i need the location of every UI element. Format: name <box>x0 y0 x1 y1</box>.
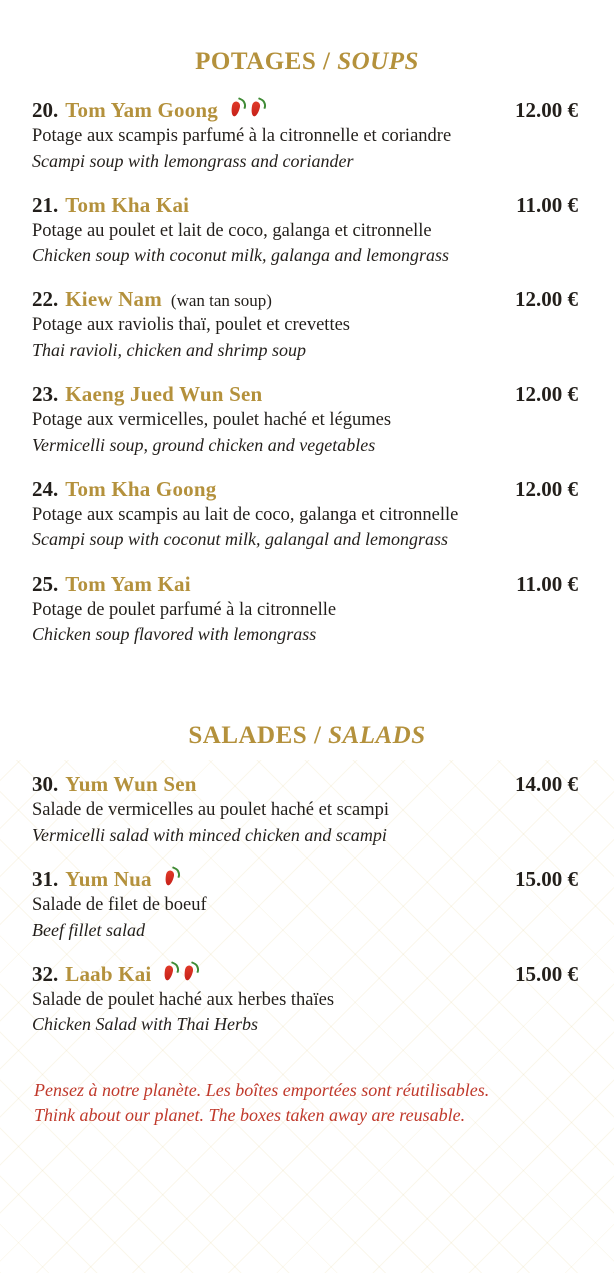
menu-item-header <box>32 477 578 502</box>
chili-pepper-icon <box>246 96 270 120</box>
menu-item <box>18 287 596 362</box>
menu-item-name: Tom Yam Goong <box>65 98 218 122</box>
chili-pepper-icon-group <box>228 98 267 117</box>
menu-item-price: 14.00 € <box>515 772 578 797</box>
section-title-fr: POTAGES <box>195 48 317 75</box>
menu-item <box>18 572 596 647</box>
menu-item-name: Yum Nua <box>65 866 152 891</box>
menu-item-description-en: Scampi soup with coconut milk, galangal and lemongrass <box>32 529 448 550</box>
eco-footer-note <box>18 1056 596 1137</box>
eco-footer-note-en: Think about our planet. The boxes taken away are reusable. <box>34 1104 466 1125</box>
menu-item-number: 25. <box>32 571 59 596</box>
menu-item <box>18 193 596 268</box>
menu-item-name: Tom Kha Kai <box>65 192 190 217</box>
chili-pepper-icon-group <box>162 867 181 886</box>
menu-item <box>18 867 596 942</box>
menu-item-name: Tom Kha Goong <box>65 476 217 501</box>
menu-item-header <box>32 772 578 797</box>
menu-item-price: 12.00 € <box>515 287 578 312</box>
menu-item-number: 31. <box>32 866 59 891</box>
menu-item-header <box>32 962 578 987</box>
menu-item-number: 21. <box>32 192 59 217</box>
chili-pepper-icon <box>226 96 250 120</box>
menu-item-description-en: Chicken soup with coconut milk, galanga and lemongrass <box>32 245 449 266</box>
section-title-en: SALADS <box>328 722 426 750</box>
chili-pepper-icon-group <box>161 962 200 981</box>
menu-item-description-fr: Salade de poulet haché aux herbes thaïes <box>32 989 335 1010</box>
menu-item-description-fr: Potage de poulet parfumé à la citronnelle <box>32 599 337 620</box>
section-title-fr: SALADES <box>188 722 308 750</box>
menu-item-description-en: Vermicelli soup, ground chicken and vegetables <box>32 434 376 455</box>
menu-item-price: 12.00 € <box>515 98 578 122</box>
menu-item-header <box>32 98 578 123</box>
menu-item-description-fr: Salade de vermicelles au poulet haché et scampi <box>32 800 390 821</box>
menu-item-description-en: Beef fillet salad <box>32 919 145 940</box>
menu-item-number: 20. <box>32 98 59 122</box>
menu-item-header <box>32 382 578 407</box>
menu-item-number: 23. <box>32 382 59 407</box>
chili-pepper-icon <box>179 959 203 983</box>
menu-item-price: 11.00 € <box>516 192 578 217</box>
menu-item-description-en: Chicken Salad with Thai Herbs <box>32 1014 258 1035</box>
menu-item-name: Yum Wun Sen <box>65 772 197 797</box>
menu-item-name: Laab Kai <box>65 961 152 986</box>
menu-item-number: 22. <box>32 287 59 312</box>
chili-pepper-icon <box>159 864 183 888</box>
section-title-separator: / <box>316 48 338 75</box>
menu-item <box>18 98 596 173</box>
menu-item-number: 32. <box>32 961 59 986</box>
section-title-separator: / <box>307 722 329 750</box>
menu-item-name: Tom Yam Kai <box>65 571 191 596</box>
menu-item-price: 12.00 € <box>515 382 578 407</box>
menu-item-name: Kiew Nam <box>65 287 162 312</box>
menu-item-description-fr: Potage aux scampis au lait de coco, galanga et citronnelle <box>32 504 459 525</box>
menu-item <box>18 477 596 552</box>
menu-item-header <box>32 572 578 597</box>
menu-item-price: 15.00 € <box>515 961 578 986</box>
menu-item-description-en: Vermicelli salad with minced chicken and scampi <box>32 824 387 845</box>
menu-item <box>18 772 596 847</box>
menu-item-header <box>32 867 578 892</box>
menu-item-price: 12.00 € <box>515 476 578 501</box>
menu-item-description-fr: Potage aux raviolis thaï, poulet et crevettes <box>32 315 350 336</box>
menu-item-description-fr: Potage au poulet et lait de coco, galanga et citronnelle <box>32 220 432 241</box>
menu-item-subtitle: (wan tan soup) <box>170 291 272 311</box>
eco-footer-note-fr: Pensez à notre planète. Les boîtes emportées sont réutilisables. <box>34 1080 490 1101</box>
menu-item-description-en: Chicken soup flavored with lemongrass <box>32 624 317 645</box>
menu-item-description-fr: Salade de filet de boeuf <box>32 894 207 915</box>
menu-item-name: Kaeng Jued Wun Sen <box>65 382 263 407</box>
section-title-en: SOUPS <box>337 48 419 75</box>
menu-item-description-fr: Potage aux scampis parfumé à la citronnelle et coriandre <box>32 126 452 146</box>
menu-item-price: 11.00 € <box>516 571 578 596</box>
menu-item-header <box>32 287 578 312</box>
menu-item-description-en: Thai ravioli, chicken and shrimp soup <box>32 340 306 361</box>
menu-item <box>18 382 596 457</box>
menu-item <box>18 962 596 1037</box>
menu-item-price: 15.00 € <box>515 866 578 891</box>
menu-item-number: 24. <box>32 476 59 501</box>
menu-item-description-fr: Potage aux vermicelles, poulet haché et légumes <box>32 410 392 431</box>
menu-item-number: 30. <box>32 772 59 797</box>
menu-item-header <box>32 193 578 218</box>
menu-item-description-en: Scampi soup with lemongrass and coriander <box>32 150 354 171</box>
section-title-soups <box>18 0 596 98</box>
section-title-salads <box>18 666 596 772</box>
